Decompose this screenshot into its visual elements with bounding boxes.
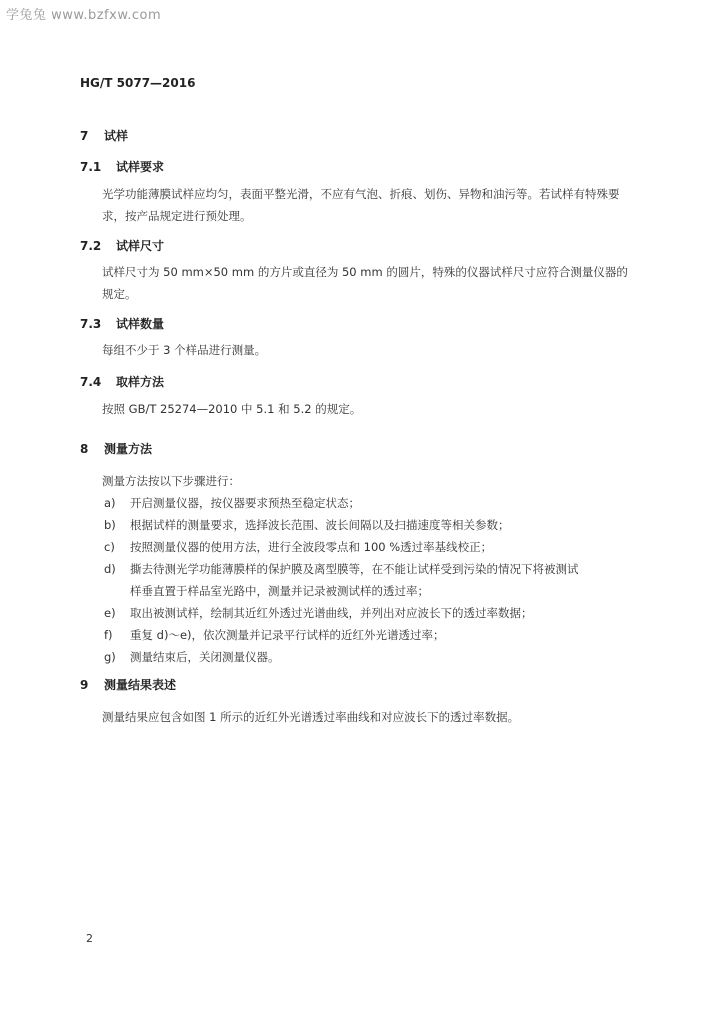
section-7-1-heading	[80, 158, 164, 175]
section-number: 9	[80, 678, 89, 692]
page-number: 2	[86, 932, 93, 945]
section-7-3-heading	[80, 315, 164, 332]
list-item	[104, 624, 634, 646]
list-marker: d)	[104, 562, 116, 576]
section-8-intro: 测量方法按以下步骤进行：	[102, 474, 240, 488]
section-7-heading	[80, 127, 128, 144]
list-marker: b)	[104, 518, 116, 532]
list-marker: g)	[104, 650, 116, 664]
section-8-heading	[80, 440, 152, 457]
section-number: 7.2	[80, 239, 102, 253]
section-title: 试样	[104, 129, 129, 143]
section-title: 测量方法	[104, 442, 153, 456]
list-text-continuation: 样垂直置于样品室光路中，测量并记录被测试样的透过率；	[130, 584, 429, 598]
list-text: 重复 d)～e)，依次测量并记录平行试样的近红外光谱透过率；	[130, 628, 445, 642]
section-number: 7.3	[80, 317, 102, 331]
list-item	[104, 646, 634, 668]
section-title: 试样数量	[116, 317, 165, 331]
section-number: 8	[80, 442, 89, 456]
section-title: 试样要求	[116, 160, 165, 174]
list-marker: f)	[104, 628, 113, 642]
section-7-3-body: 每组不少于 3 个样品进行测量。	[102, 343, 267, 357]
section-number: 7.1	[80, 160, 102, 174]
list-marker: c)	[104, 540, 115, 554]
list-text: 撕去待测光学功能薄膜样的保护膜及离型膜等，在不能让试样受到污染的情况下将被测试	[130, 562, 579, 576]
section-7-1-body: 光学功能薄膜试样应均匀，表面平整光滑，不应有气泡、折痕、划伤、异物和油污等。若试样有特殊要求，按产品规定进行预处理。	[102, 187, 620, 223]
section-7-2-heading	[80, 237, 164, 254]
standard-code: HG/T 5077—2016	[80, 76, 196, 90]
section-7-4-body: 按照 GB/T 25274—2010 中 5.1 和 5.2 的规定。	[102, 402, 362, 416]
list-item	[104, 536, 634, 558]
section-number: 7	[80, 129, 89, 143]
list-text: 测量结束后，关闭测量仪器。	[130, 650, 280, 664]
list-text: 取出被测试样，绘制其近红外透过光谱曲线，并列出对应波长下的透过率数据；	[130, 606, 533, 620]
list-item	[104, 514, 634, 536]
section-9-body: 测量结果应包含如图 1 所示的近红外光谱透过率曲线和对应波长下的透过率数据。	[102, 710, 520, 724]
section-7-2-body: 试样尺寸为 50 mm×50 mm 的方片或直径为 50 mm 的圆片，特殊的仪器试样尺寸应符合测量仪器的规定。	[102, 265, 628, 301]
list-text: 开启测量仪器，按仪器要求预热至稳定状态；	[130, 496, 360, 510]
section-title: 试样尺寸	[116, 239, 165, 253]
section-7-4-heading	[80, 373, 164, 390]
list-text: 根据试样的测量要求，选择波长范围、波长间隔以及扫描速度等相关参数；	[130, 518, 510, 532]
section-title: 测量结果表述	[104, 678, 177, 692]
list-item	[104, 558, 634, 602]
section-title: 取样方法	[116, 375, 165, 389]
list-marker: a)	[104, 496, 116, 510]
list-item	[104, 602, 634, 624]
section-9-heading	[80, 676, 176, 693]
watermark: 学兔兔 www.bzfxw.com	[6, 8, 162, 23]
section-number: 7.4	[80, 375, 102, 389]
list-item	[104, 492, 634, 514]
list-text: 按照测量仪器的使用方法，进行全波段零点和 100 %透过率基线校正；	[130, 540, 493, 554]
list-marker: e)	[104, 606, 116, 620]
